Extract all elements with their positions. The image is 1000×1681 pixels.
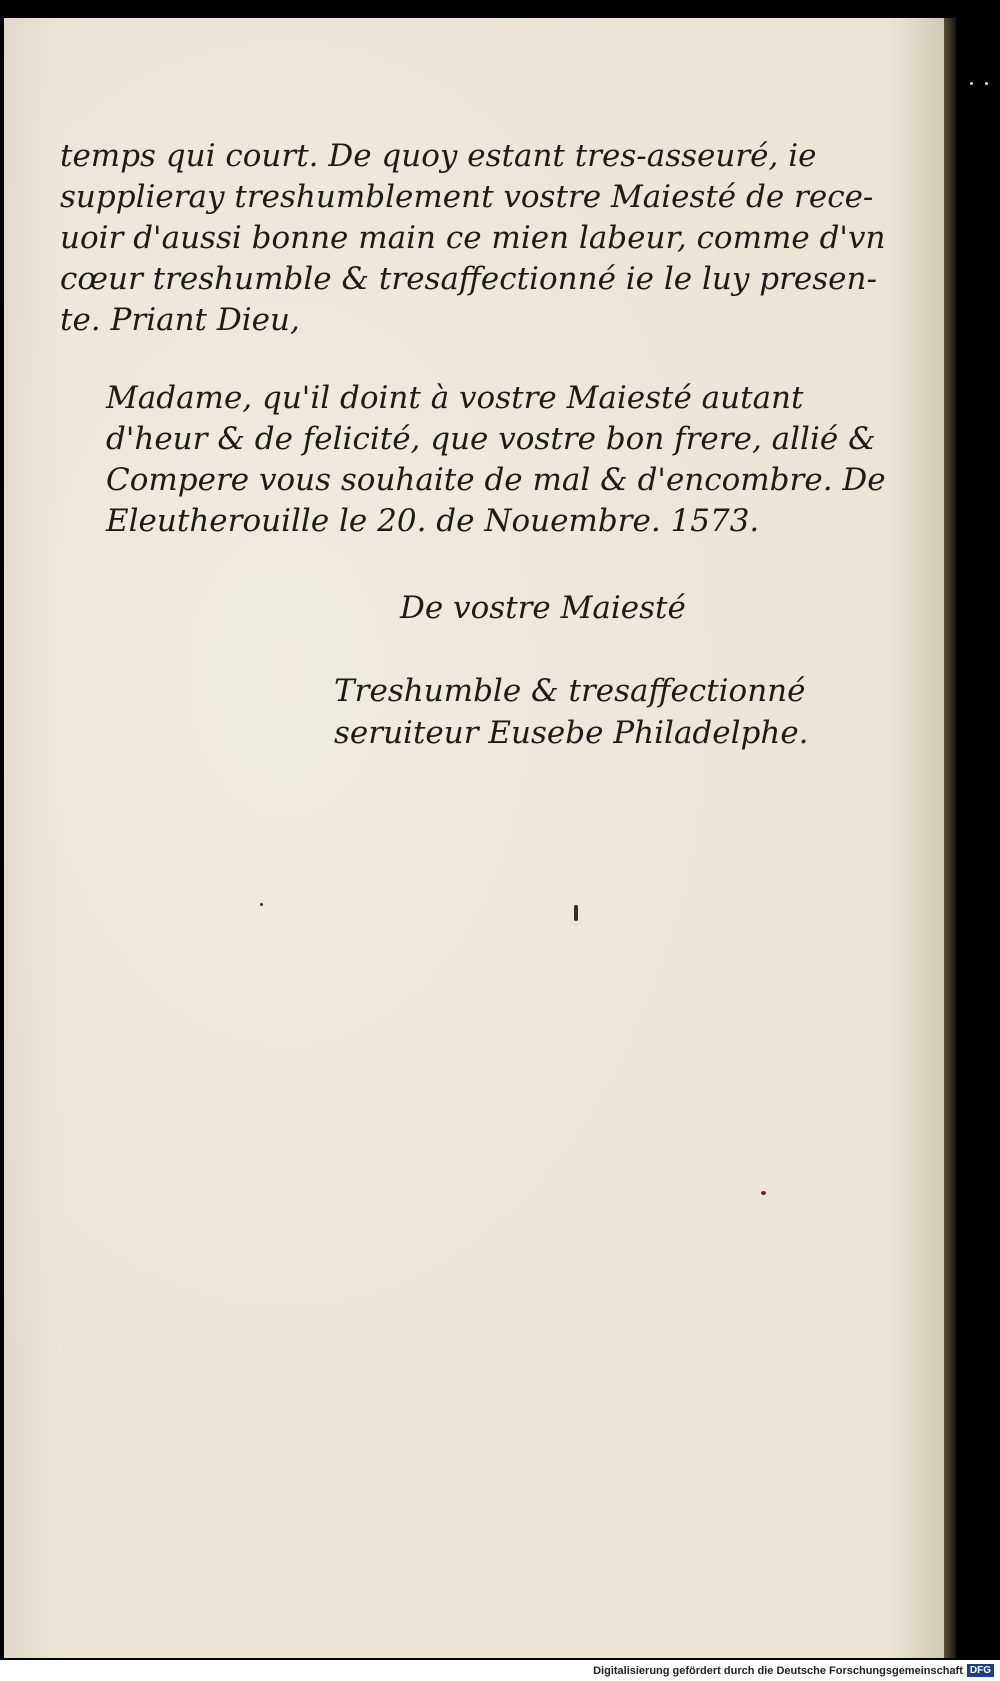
ink-speck bbox=[761, 1191, 766, 1195]
page-edge bbox=[944, 18, 956, 1658]
signature-line: seruiteur Eusebe Philadelphe. bbox=[334, 715, 809, 751]
signature-block bbox=[334, 670, 809, 754]
paragraph-1 bbox=[60, 136, 886, 341]
ink-speck bbox=[260, 903, 263, 906]
text-line: uoir d'aussi bonne main ce mien labeur, comme d'vn bbox=[60, 220, 886, 256]
text-line: temps qui court. De quoy estant tres-asseuré, ie bbox=[60, 138, 817, 174]
ink-speck bbox=[970, 82, 973, 85]
paragraph-2 bbox=[60, 378, 886, 542]
signature-line: Treshumble & tresaffectionné bbox=[334, 673, 806, 709]
text-line: te. Priant Dieu, bbox=[60, 302, 300, 338]
text-line: d'heur & de felicité, que vostre bon frere, allié & bbox=[106, 421, 876, 457]
text-line: Madame, qu'il doint à vostre Maiesté autant bbox=[106, 380, 804, 416]
dfg-logo: DFG bbox=[967, 1664, 994, 1677]
digitization-footer bbox=[0, 1660, 1000, 1681]
ink-speck bbox=[574, 905, 578, 921]
text-line: cœur treshumble & tresaffectionné ie le luy presen- bbox=[60, 261, 877, 297]
text-line: Compere vous souhaite de mal & d'encombre. De bbox=[106, 462, 886, 498]
footer-credit: Digitalisierung gefördert durch die Deutsche Forschungsgemeinschaft bbox=[593, 1664, 963, 1677]
text-line: supplieray treshumblement vostre Maiesté de rece- bbox=[60, 179, 874, 215]
closing-line: De vostre Maiesté bbox=[400, 590, 686, 626]
ink-speck bbox=[985, 82, 988, 85]
text-line: Eleutherouille le 20. de Nouembre. 1573. bbox=[106, 503, 760, 539]
